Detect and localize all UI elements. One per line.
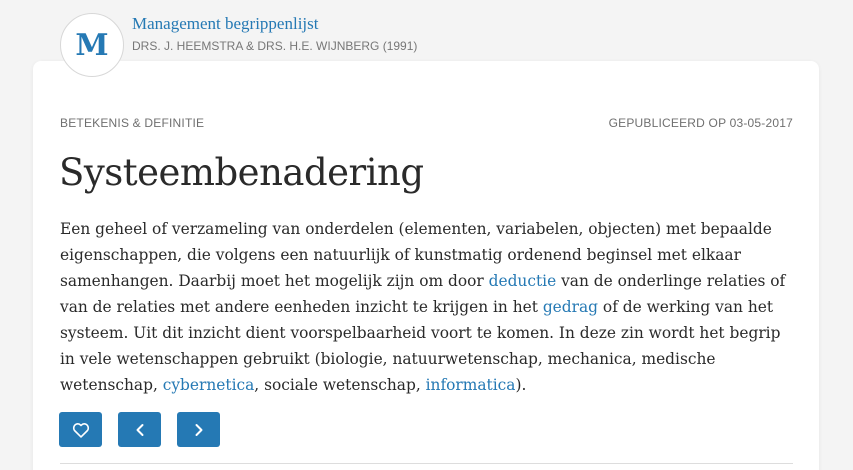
page-title: Systeembenadering xyxy=(59,151,424,194)
heart-icon xyxy=(72,422,90,438)
definition-text-part: , sociale wetenschap, xyxy=(254,376,426,394)
next-button[interactable] xyxy=(177,412,220,447)
definition-text-part: Een geheel of verzameling van onderdelen (elementen, variabelen, objecten) met bepaalde eigenschappen, die volgens een natuurlijk of kunstmatig ordenend beginsel met elkaar samenhangen. Daarbij moet het mogelijk zijn om door xyxy=(60,220,772,290)
previous-button[interactable] xyxy=(118,412,161,447)
definition-text-part: of de werking van het systeem. Uit dit inzicht dient voorspelbaarheid voort te komen. In deze zin wordt het begrip in vele wetenschappen gebruikt (biologie, natuurwetenschap, mechanica, medische wetenschap, xyxy=(60,298,781,394)
logo-letter: M xyxy=(75,27,109,63)
favorite-button[interactable] xyxy=(59,412,102,447)
link-informatica[interactable]: informatica xyxy=(425,376,516,394)
article-meta xyxy=(60,116,793,130)
action-buttons xyxy=(59,412,220,447)
site-title-link[interactable]: Management begrippenlijst xyxy=(132,14,319,33)
published-date: GEPUBLICEERD OP 03-05-2017 xyxy=(608,116,793,130)
site-header xyxy=(132,13,417,54)
chevron-left-icon xyxy=(134,423,146,437)
site-authors: DRS. J. HEEMSTRA & DRS. H.E. WIJNBERG (1991) xyxy=(132,39,418,53)
definition-text-part: van de onderlinge relaties of van de relaties met andere eenheden inzicht te krijgen in het xyxy=(60,272,786,316)
link-deductie[interactable]: deductie xyxy=(488,272,557,290)
divider xyxy=(60,463,793,464)
link-gedrag[interactable]: gedrag xyxy=(542,298,599,316)
definition-text-part: ). xyxy=(515,376,527,394)
chevron-right-icon xyxy=(193,423,205,437)
link-cybernetica[interactable]: cybernetica xyxy=(162,376,255,394)
category-label: BETEKENIS & DEFINITIE xyxy=(60,116,205,130)
site-logo[interactable] xyxy=(60,13,124,77)
definition-text xyxy=(60,216,795,398)
